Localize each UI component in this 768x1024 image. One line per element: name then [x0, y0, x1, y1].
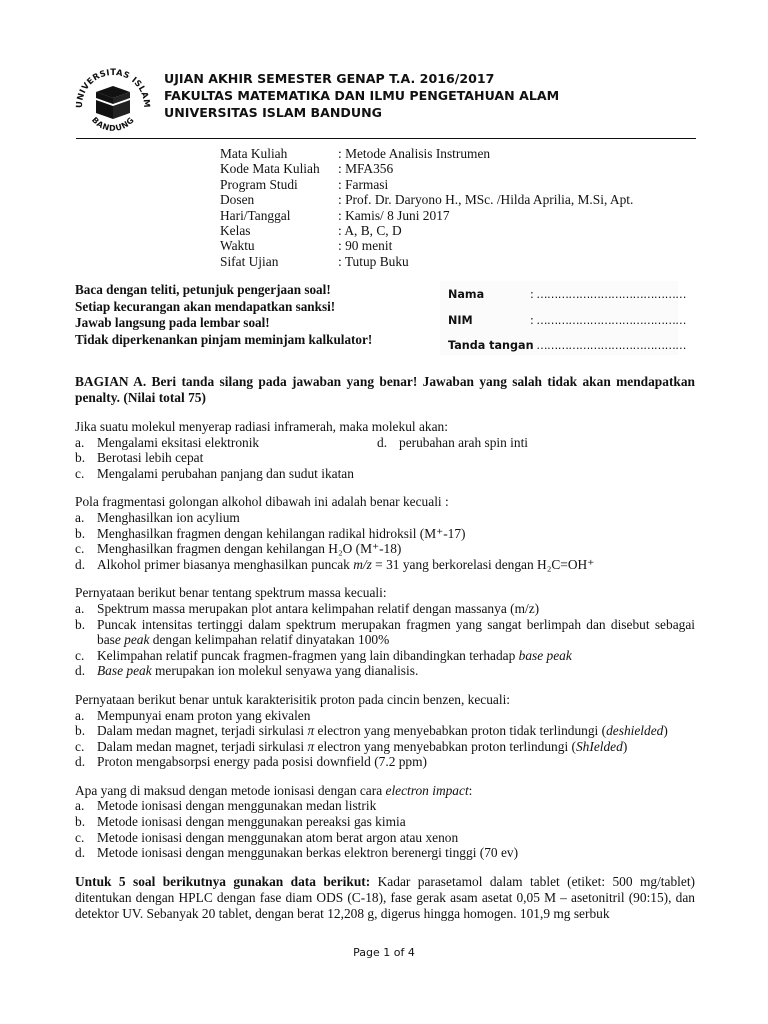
option-text: Metode ionisasi dengan menggunakan medan listrik: [97, 798, 377, 814]
data-paragraph: [75, 874, 695, 922]
info-value: : Metode Analisis Instrumen: [338, 146, 491, 161]
option-text-part: merupakan ion molekul senyawa yang dianalisis.: [151, 663, 419, 679]
option-text-part: Dalam medan magnet, terjadi sirkulasi: [97, 738, 308, 754]
option-c[interactable]: [75, 466, 695, 482]
exam-body: [75, 374, 695, 922]
option-text-part: ): [663, 723, 668, 739]
option-text: Mengalami perubahan panjang dan sudut ikatan: [97, 465, 354, 481]
instruction-line: Baca dengan teliti, petunjuk pengerjaan soal!: [75, 282, 331, 297]
question-text-italic: electron impact: [385, 782, 469, 798]
info-value: : A, B, C, D: [338, 222, 402, 238]
info-row: [220, 254, 700, 269]
option-letter: d.: [75, 556, 86, 572]
option-text-part: = 31 yang berkorelasi dengan H₂C=OH⁺: [371, 556, 595, 572]
option-c[interactable]: [75, 648, 695, 664]
question-1: [75, 419, 695, 481]
option-text: [97, 617, 695, 648]
info-key: Kode Mata Kuliah: [220, 161, 320, 177]
info-value: : Tutup Buku: [338, 253, 409, 269]
option-text: Proton mengabsorpsi energy pada posisi downfield (7.2 ppm): [97, 754, 428, 770]
exam-info-table: [220, 146, 700, 269]
info-row: [220, 161, 700, 176]
question-text: [75, 783, 695, 799]
option-a[interactable]: [75, 510, 695, 526]
option-text-italic: ShIelded: [575, 738, 623, 754]
nim-label: NIM: [448, 314, 473, 327]
option-letter: c.: [75, 541, 85, 557]
option-text-part: dengan kelimpahan relatif dinyatakan 100%: [149, 632, 390, 648]
option-letter: c.: [75, 829, 85, 845]
option-text-part: Alkohol primer biasanya menghasilkan puncak: [97, 556, 354, 572]
option-row: [75, 435, 695, 451]
option-text: Mengalami eksitasi elektronik: [97, 434, 260, 450]
info-key: Sifat Ujian: [220, 253, 279, 269]
header-line-1: UJIAN AKHIR SEMESTER GENAP T.A. 2016/2017: [164, 71, 495, 86]
signature-row: [448, 339, 686, 352]
option-text-italic: Base peak: [97, 663, 152, 679]
option-text-part: Kelimpahan relatif puncak fragmen-fragmen yang lain dibandingkan terhadap: [97, 647, 519, 663]
option-a[interactable]: [75, 601, 695, 617]
option-d[interactable]: [75, 557, 695, 573]
option-text: [97, 557, 695, 573]
option-text-italic: base peak: [518, 647, 572, 663]
info-row: [220, 208, 700, 223]
exam-header: [164, 70, 724, 121]
page-number: Page 1 of 4: [353, 946, 415, 959]
question-text-part: :: [468, 782, 473, 798]
info-key: Mata Kuliah: [220, 146, 288, 161]
option-text-italic: deshielded: [606, 723, 664, 739]
info-value: : Kamis/ 8 Juni 2017: [338, 207, 450, 223]
option-text-part: electron yang menyebabkan proton tidak terlindungi (: [314, 723, 607, 739]
option-text-italic: m/z: [353, 556, 372, 572]
question-text: Pernyataan berikut benar untuk karakterisitik proton pada cincin benzen, kecuali:: [75, 691, 511, 707]
option-letter: b.: [75, 814, 86, 830]
option-letter: a.: [75, 798, 85, 814]
question-3: [75, 585, 695, 679]
info-key: Kelas: [220, 222, 251, 238]
option-letter: c.: [75, 738, 85, 754]
info-value: : MFA356: [338, 161, 394, 177]
question-text: Jika suatu molekul menyerap radiasi inframerah, maka molekul akan:: [75, 419, 448, 434]
option-letter: b.: [75, 525, 86, 541]
option-a[interactable]: [75, 798, 695, 814]
option-b[interactable]: [75, 450, 695, 466]
option-a[interactable]: [75, 435, 377, 451]
option-letter: b.: [75, 616, 86, 632]
option-b[interactable]: [75, 526, 695, 542]
option-letter: d.: [377, 434, 388, 450]
option-d[interactable]: [75, 754, 695, 770]
option-text: Metode ionisasi dengan menggunakan pereaksi gas kimia: [97, 814, 406, 830]
nim-row: [448, 314, 686, 327]
option-letter: a.: [75, 600, 85, 616]
question-text-part: Apa yang di maksud dengan metode ionisasi dengan cara: [75, 782, 386, 798]
option-text: [97, 648, 695, 664]
option-text: Menghasilkan fragmen dengan kehilangan H₂O (M⁺-18): [97, 541, 402, 557]
name-field[interactable]: : ……………………………………: [530, 288, 686, 301]
question-text: Pola fragmentasi golongan alkohol dibawah ini adalah benar kecuali :: [75, 494, 449, 510]
option-letter: c.: [75, 647, 85, 663]
option-text: Metode ionisasi dengan menggunakan atom berat argon atau xenon: [97, 829, 459, 845]
option-text-part: ): [622, 738, 628, 754]
kaaba-icon: [96, 86, 130, 119]
info-key: Hari/Tanggal: [220, 207, 291, 223]
option-letter: b.: [75, 450, 86, 466]
info-key: Dosen: [220, 192, 255, 208]
option-b[interactable]: [75, 617, 695, 648]
option-d[interactable]: [75, 663, 695, 679]
signature-label: Tanda tangan: [448, 339, 534, 352]
info-value: : Farmasi: [338, 176, 389, 192]
instruction-line: Jawab langsung pada lembar soal!: [75, 315, 270, 331]
header-line-2: FAKULTAS MATEMATIKA DAN ILMU PENGETAHUAN ALAM: [164, 88, 560, 103]
option-text: Metode ionisasi dengan menggunakan berkas elektron berenergi tinggi (70 ev): [97, 845, 519, 861]
data-paragraph-lead: Untuk 5 soal berikutnya gunakan data berikut:: [75, 873, 371, 889]
signature-field[interactable]: : ……………………………………: [530, 339, 686, 352]
info-row: [220, 146, 700, 161]
info-row: [220, 238, 700, 253]
option-text-italic: e peak: [114, 632, 150, 648]
header-divider: [76, 138, 696, 139]
info-row: [220, 177, 700, 192]
option-d[interactable]: [75, 845, 695, 861]
option-c[interactable]: [75, 739, 695, 755]
section-title: BAGIAN A. Beri tanda silang pada jawaban yang benar! Jawaban yang salah tidak akan mendapatkan penalty. (Nilai total 75): [75, 374, 695, 405]
info-row: [220, 192, 700, 207]
logo-arc-bottom: BANDUNG: [89, 115, 137, 133]
logo-arc-top: UNIVERSITAS ISLAM: [73, 67, 153, 109]
question-text: Pernyataan berikut benar tentang spektrum massa kecuali:: [75, 585, 387, 601]
university-logo: [72, 62, 154, 144]
option-a[interactable]: [75, 708, 695, 724]
option-text: Menghasilkan ion acylium: [97, 509, 240, 525]
option-text: Menghasilkan fragmen dengan kehilangan radikal hidroksil (M⁺-17): [97, 525, 466, 541]
option-text: [97, 739, 695, 755]
student-identity-box: [440, 281, 686, 355]
option-text-part: Dalam medan magnet, terjadi sirkulasi: [97, 723, 308, 739]
info-key: Program Studi: [220, 176, 298, 192]
info-value: : 90 menit: [338, 238, 393, 254]
instruction-line: Setiap kecurangan akan mendapatkan sanksi!: [75, 298, 336, 314]
option-letter: c.: [75, 465, 85, 481]
exam-instructions: [75, 282, 372, 348]
option-letter: d.: [75, 845, 86, 861]
pi-symbol: π: [307, 723, 315, 739]
instruction-line: Tidak diperkenankan pinjam meminjam kalkulator!: [75, 331, 373, 347]
option-letter: b.: [75, 723, 86, 739]
option-c[interactable]: [75, 541, 695, 557]
option-text: [97, 723, 695, 739]
option-letter: a.: [75, 509, 85, 525]
option-letter: a.: [75, 707, 85, 723]
option-text-part: electron yang menyebabkan proton terlindungi (: [314, 738, 576, 754]
option-text-part: Puncak intensitas tertinggi dalam spektrum merupakan fragmen yang sangat berlimpah dan disebut sebagai bas: [97, 616, 695, 648]
info-value: : Prof. Dr. Daryono H., MSc. /Hilda Aprilia, M.Si, Apt.: [338, 192, 634, 208]
data-paragraph-text: Kadar parasetamol dalam tablet (etiket: 500 mg/tablet) ditentukan dengan HPLC dengan fase diam ODS (C-18), fase gerak asam asetat 0,05 M – asetonitril (90:15), dan detektor UV. Sebanyak 20 tablet, dengan berat 12,208 g, digerus hingga homogen. 101,9 mg serbuk: [75, 873, 695, 921]
option-text: Berotasi lebih cepat: [97, 450, 204, 466]
header-line-3: UNIVERSITAS ISLAM BANDUNG: [164, 105, 382, 120]
option-c[interactable]: [75, 830, 695, 846]
option-letter: d.: [75, 754, 86, 770]
question-4: [75, 692, 695, 770]
nim-field[interactable]: : ……………………………………: [530, 314, 686, 327]
option-text: perubahan arah spin inti: [399, 434, 529, 450]
option-letter: a.: [75, 434, 85, 450]
info-row: [220, 223, 700, 238]
name-row: [448, 288, 686, 301]
option-letter: d.: [75, 663, 86, 679]
option-text: [97, 663, 695, 679]
name-label: Nama: [448, 288, 485, 301]
pi-symbol: π: [307, 738, 315, 754]
option-b[interactable]: [75, 814, 695, 830]
question-2: [75, 494, 695, 572]
option-d[interactable]: [377, 435, 679, 451]
option-text: Spektrum massa merupakan plot antara kelimpahan relatif dengan massanya (m/z): [97, 600, 540, 616]
info-key: Waktu: [220, 238, 255, 254]
option-b[interactable]: [75, 723, 695, 739]
option-text: Mempunyai enam proton yang ekivalen: [97, 707, 311, 723]
question-5: [75, 783, 695, 861]
